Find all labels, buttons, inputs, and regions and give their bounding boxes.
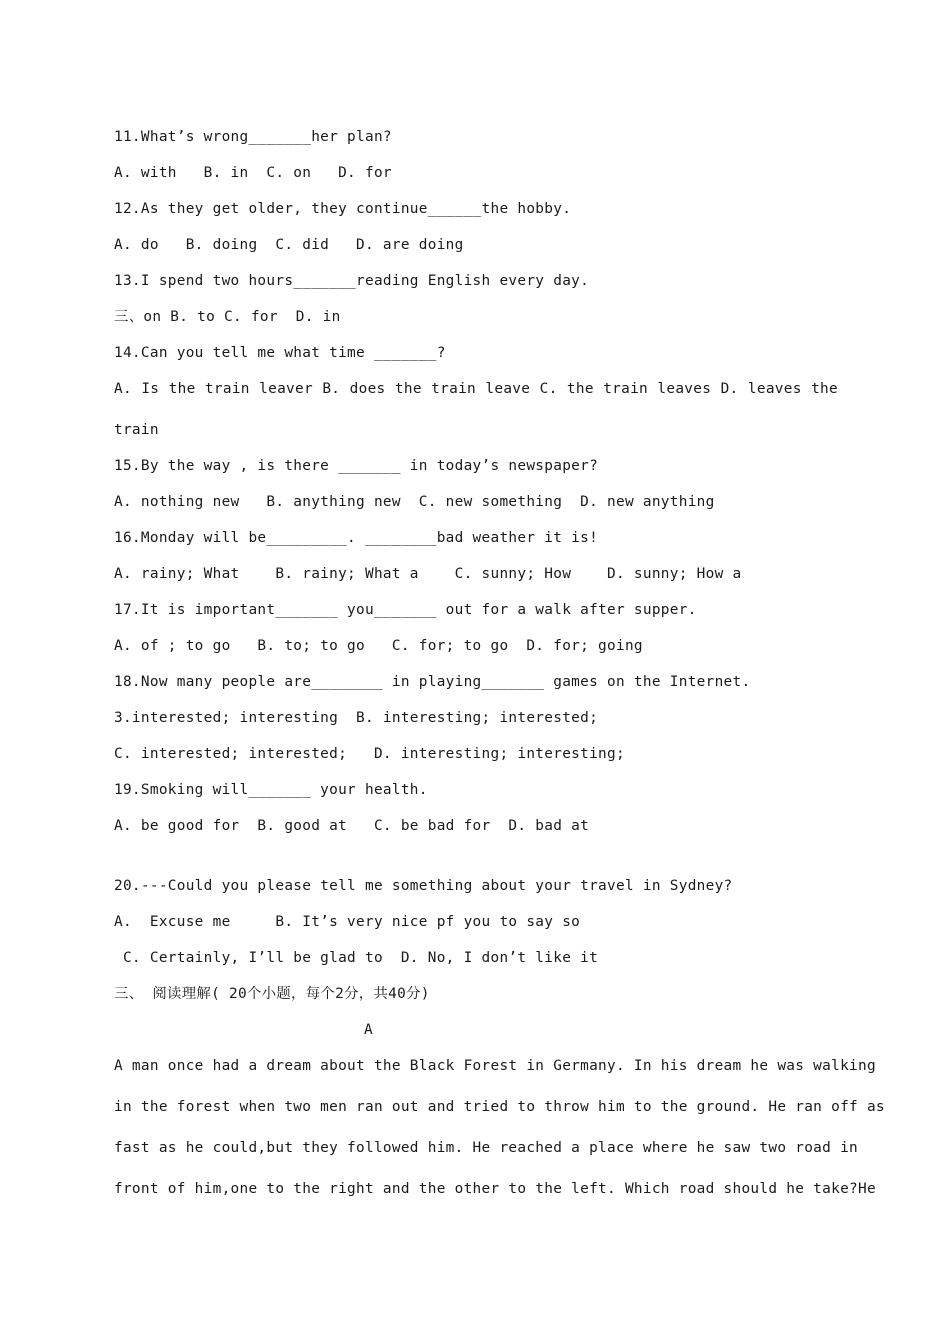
question-11: 11.What’s wrong_______her plan? (114, 129, 392, 145)
question-11-options: A. with B. in C. on D. for (114, 165, 392, 181)
question-18: 18.Now many people are________ in playing_______ games on the Internet. (114, 674, 751, 690)
passage-label: A (364, 1022, 373, 1038)
passage-line-3: fast as he could,but they followed him. He reached a place where he saw two road in (114, 1140, 859, 1156)
question-16: 16.Monday will be_________. ________bad weather it is! (114, 530, 599, 546)
question-14: 14.Can you tell me what time _______? (114, 345, 446, 361)
section-heading: 三、 阅读理解( 20个小题，每个2分，共40分) (114, 986, 430, 1002)
passage-line-4: front of him,one to the right and the other to the left. Which road should he take?He (114, 1181, 876, 1197)
question-17-options: A. of ; to go B. to; to go C. for; to go D. for; going (114, 638, 643, 654)
exam-page (114, 126, 885, 1219)
question-20: 20.---Could you please tell me something about your travel in Sydney? (114, 878, 733, 894)
passage-line-1: A man once had a dream about the Black Forest in Germany. In his dream he was walking (114, 1058, 876, 1074)
question-19: 19.Smoking will_______ your health. (114, 782, 428, 798)
question-13-options: 三、on B. to C. for D. in (114, 309, 341, 325)
question-18-options: 3.interested; interesting B. interesting; interested; (114, 710, 599, 726)
question-20-options: A. Excuse me B. It’s very nice pf you to say so (114, 914, 581, 930)
question-15: 15.By the way , is there _______ in today’s newspaper? (114, 458, 599, 474)
question-12: 12.As they get older, they continue______the hobby. (114, 201, 572, 217)
question-13: 13.I spend two hours_______reading English every day. (114, 273, 590, 289)
question-20-options-continued: C. Certainly, I’ll be glad to D. No, I don’t like it (114, 950, 599, 966)
question-15-options: A. nothing new B. anything new C. new something D. new anything (114, 494, 715, 510)
passage-line-2: in the forest when two men ran out and tried to throw him to the ground. He ran off as (114, 1099, 885, 1115)
question-18-options-continued: C. interested; interested; D. interesting; interesting; (114, 746, 625, 762)
question-19-options: A. be good for B. good at C. be bad for D. bad at (114, 818, 590, 834)
question-12-options: A. do B. doing C. did D. are doing (114, 237, 464, 253)
question-16-options: A. rainy; What B. rainy; What a C. sunny; How D. sunny; How a (114, 566, 742, 582)
question-14-options-continued: train (114, 422, 159, 438)
question-14-options: A. Is the train leaver B. does the train leave C. the train leaves D. leaves the (114, 381, 838, 397)
question-17: 17.It is important_______ you_______ out for a walk after supper. (114, 602, 697, 618)
